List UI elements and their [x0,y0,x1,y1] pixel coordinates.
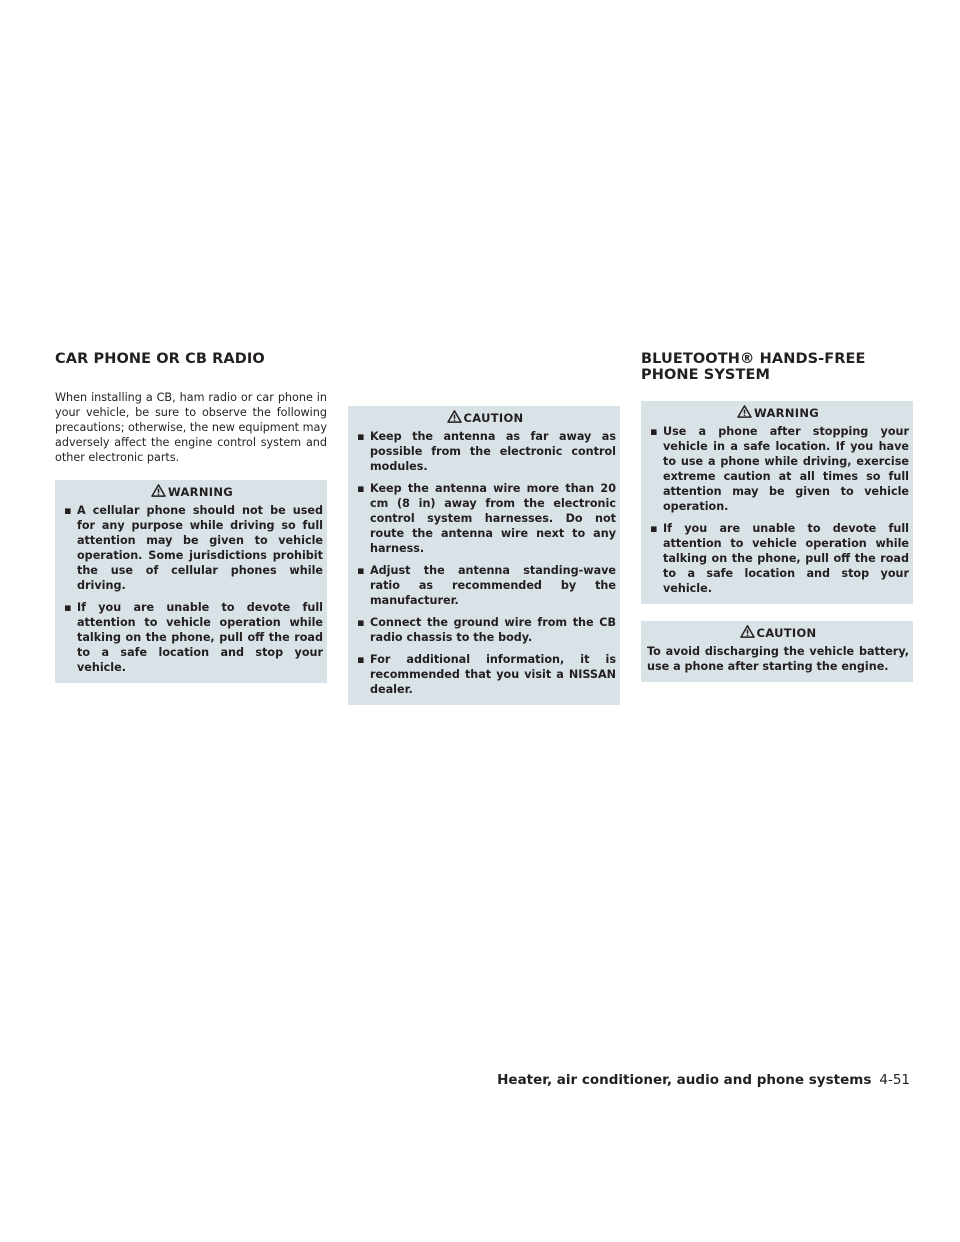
bullet: ▪ [650,522,658,535]
warning-title: WARNING [754,405,819,420]
list-item: ▪ Keep the antenna as far away as possible from the electronic control modules. [357,430,616,473]
warning-header [647,401,909,424]
list-item: ▪ If you are unable to devote full attention to vehicle operation while talking on the phone, pull off the road to a safe location and stop your vehicle. [64,601,323,674]
list-item: ▪ Use a phone after stopping your vehicle in a safe location. If you have to use a phone while driving, exercise extreme caution at all times so full attention may be given to vehicle operation. [650,425,909,513]
section-heading-bluetooth: BLUETOOTH® HANDS-FREE PHONE SYSTEM [641,351,866,383]
page-number: 4-51 [879,1072,910,1088]
bullet: ▪ [357,653,365,666]
left-column [55,351,327,700]
caution-box-cb-radio [348,406,620,705]
warning-triangle-icon [447,410,462,423]
bullet: ▪ [357,564,365,577]
warning-list [61,503,323,675]
chapter-title: Heater, air conditioner, audio and phone systems [497,1072,872,1088]
intro-paragraph: When installing a CB, ham radio or car phone in your vehicle, be sure to observe the following precautions; otherwise, the new equipment may adversely affect the engine control system and other electronic parts. [55,391,327,464]
list-item: ▪ For additional information, it is recommended that you visit a NISSAN dealer. [357,653,616,696]
caution-header [647,621,909,644]
list-item: ▪ Connect the ground wire from the CB radio chassis to the body. [357,616,616,644]
caution-header [354,406,616,429]
section-heading-car-phone: CAR PHONE OR CB RADIO [55,351,265,367]
caution-title: CAUTION [463,410,524,425]
caution-list [354,429,616,697]
bullet: ▪ [64,601,72,614]
warning-triangle-icon [737,405,752,418]
bullet: ▪ [357,616,365,629]
bullet: ▪ [650,425,658,438]
caution-title: CAUTION [756,625,817,640]
warning-box-car-phone [55,480,327,683]
list-item: ▪ If you are unable to devote full attention to vehicle operation while talking on the phone, pull off the road to a safe location and stop your vehicle. [650,522,909,595]
caution-text: To avoid discharging the vehicle battery, use a phone after starting the engine. [647,645,909,673]
caution-box-bluetooth [641,621,913,682]
bullet: ▪ [357,482,365,495]
middle-column [348,406,620,722]
bullet: ▪ [357,430,365,443]
list-item: ▪ A cellular phone should not be used for any purpose while driving so full attention may be given to vehicle operation. Some jurisdictions prohibit the use of cellular phones while driving. [64,504,323,592]
page-footer [497,1072,910,1088]
warning-header [61,480,323,503]
right-column [641,351,913,699]
warning-box-bluetooth [641,401,913,604]
bullet: ▪ [64,504,72,517]
warning-title: WARNING [168,484,233,499]
warning-list [647,424,909,596]
warning-triangle-icon [151,484,166,497]
list-item: ▪ Adjust the antenna standing-wave ratio as recommended by the manufacturer. [357,564,616,607]
list-item: ▪ Keep the antenna wire more than 20 cm (8 in) away from the electronic control system harnesses. Do not route the antenna wire next to any harness. [357,482,616,555]
warning-triangle-icon [740,625,755,638]
